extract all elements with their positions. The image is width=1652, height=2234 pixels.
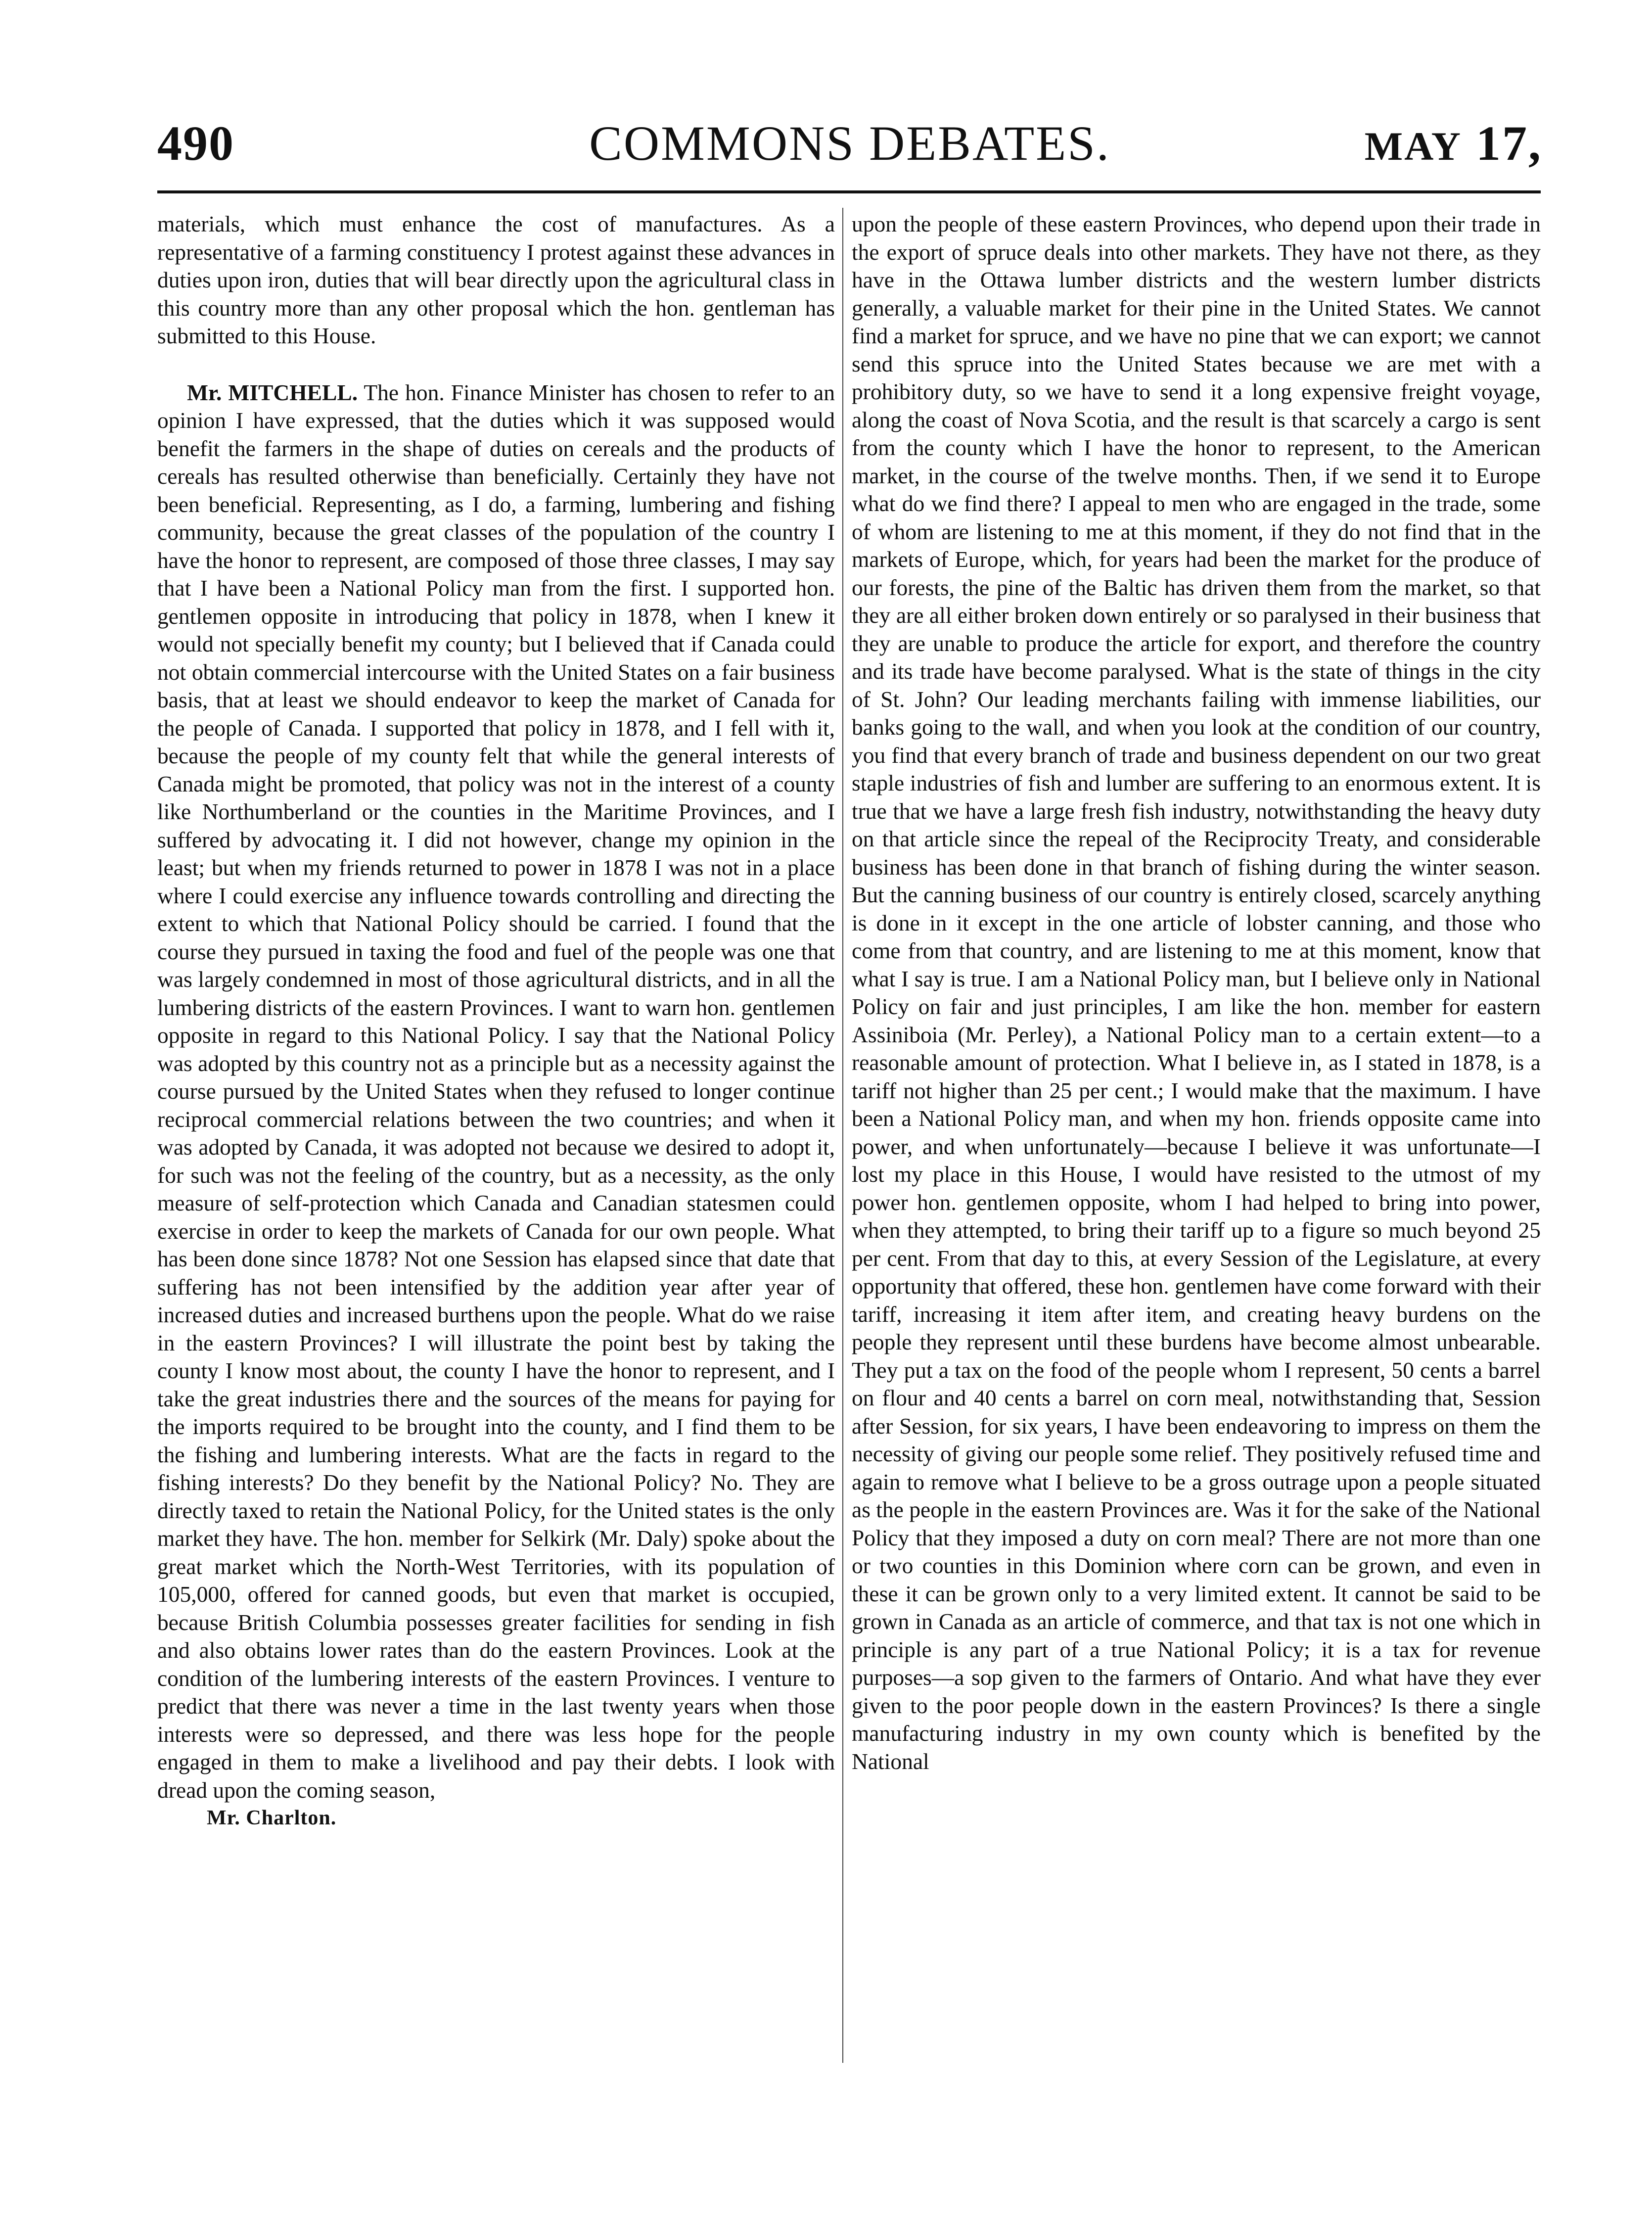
speech-text: The hon. Finance Minister has chosen to refer to an opinion I have expressed, that the duties which it was supposed would benefit the farmers in the shape of duties on cereals and the products of cereals has resulted otherwise than beneficially. Certainly they have not been beneficial. Representing, as I do, a farming, lumbering and fishing community, because the great classes of the population of the country I have the honor to represent, are composed of those three classes, I may say that I have been a National Policy man from the first. I supported hon. gentlemen opposite in introducing that policy in 1878, when I knew it would not specially benefit my county; but I believed that if Canada could not obtain commercial intercourse with the United States on a fair business basis, that at least we should endeavor to keep the market of Canada for the people of Canada. I supported that policy in 1878, and I fell with it, because the people of my county felt that while the general interests of Canada might be promoted, that policy was not in the interest of a county like Northumberland or the counties in the Maritime Provinces, and I suffered by advocating it. I did not however, change my opinion in the least; but when my friends returned to power in 1878 I was not in a place where I could exercise any influence towards controlling and directing the extent to which that National Policy should be carried. I found that the course they pursued in taxing the food and fuel of the people was one that was largely condemned in most of those agricultural districts, and in all the lumbering districts of the eastern Provinces. I want to warn hon. gentlemen opposite in regard to this National Policy. I say that the National Policy was adopted by this country not as a principle but as a necessity against the course pursued by the United States when they refused to longer continue reciprocal commercial relations between the two countries; and when it was adopted by Canada, it was adopted not because we desired to adopt it, for such was not the feeling of the country, but as a necessity, as the only measure of self-protection which Canada and Canadian statesmen could exercise in order to keep the markets of Canada for our own people. What has been done since 1878? Not one Session has elapsed since that date that suffering has not been intensified by the addition year after year of increased duties and increased burthens upon the people. What do we raise in the eastern Provinces? I will illustrate the point best by taking the county I know most about, the county I have the honor to represent, and I take the great industries there and the sources of the means for paying for the imports required to be brought into the county, and I find them to be the fishing and lumbering interests. What are the facts in regard to the fishing interests? Do they benefit by the National Policy? No. They are directly taxed to retain the National Policy, for the United states is the only market they have. The hon. member for Selkirk (Mr. Daly) spoke about the great market which the North-West Territories, with its population of 105,000, offered for canned goods, but even that market is occupied, because British Columbia possesses greater facilities for sending in fish and also obtains lower rates than do the eastern Provinces. Look at the condition of the lumbering interests of the eastern Provinces. I venture to predict that there was never a time in the last twenty years when those interests were so depressed, and there was less hope for the people engaged in them to make a livelihood and pay their debts. I look with dread upon the coming season,	[157, 379, 835, 1803]
publication-title: COMMONS DEBATES.	[589, 116, 1110, 171]
left-paragraph-2	[157, 379, 835, 1805]
left-paragraph-1: materials, which must enhance the cost of manufactures. As a representative of a farming constituency I protest against these advances in duties upon iron, duties that will bear directly upon the agricultural class in this country more than any other proposal which the hon. gentleman has submitted to this House.	[157, 211, 835, 348]
header-date	[1365, 115, 1542, 172]
header-date-day: 17,	[1476, 116, 1542, 171]
left-column	[157, 210, 835, 1832]
speaker-name: Mr. MITCHELL.	[187, 379, 358, 405]
header-date-month: MAY	[1364, 124, 1462, 169]
column-divider	[842, 208, 843, 2063]
right-column	[852, 210, 1541, 1775]
next-speaker-footer: Mr. Charlton.	[207, 1807, 337, 1829]
right-paragraph-1: upon the people of these eastern Provinces, who depend upon their trade in the export of spruce deals into other markets. They have not there, as they have in the Ottawa lumber districts and the western lumber districts generally, a valuable market for their pine in the United States. We cannot find a market for spruce, and we have no pine that we can export; we cannot send this spruce into the United States because we are met with a prohibitory duty, so we have to send it a long expensive freight voyage, along the coast of Nova Scotia, and the result is that scarcely a cargo is sent from the county which I have the honor to represent, to the American market, in the course of the twelve months. Then, if we send it to Europe what do we find there? I appeal to men who are engaged in the trade, some of whom are listening to me at this moment, if they do not find that in the markets of Europe, which, for years had been the market for the produce of our forests, the pine of the Baltic has driven them from the market, so that they are all either broken down entirely or so paralysed in their business that they are unable to produce the article for export, and therefore the country and its trade have become paralysed. What is the state of things in the city of St. John? Our leading merchants failing with immense liabilities, our banks going to the wall, and when you look at the condition of our country, you find that every branch of trade and business dependent on our two great staple industries of fish and lumber are suffering to an enormous extent. It is true that we have a large fresh fish industry, notwithstanding the heavy duty on that article since the repeal of the Reciprocity Treaty, and considerable business has been done in that branch of fishing during the winter season. But the canning business of our country is entirely closed, scarcely anything is done in it except in the one article of lobster canning, and those who come from that country, and are listening to me at this moment, know that what I say is true. I am a National Policy man, but I believe only in National Policy on fair and just principles, I am like the hon. member for eastern Assiniboia (Mr. Perley), a National Policy man to a certain extent—to a reasonable amount of protection. What I believe in, as I stated in 1878, is a tariff not higher than 25 per cent.; I would make that the maximum. I have been a National Policy man, and when my hon. friends opposite came into power, and when unfortunately—because I believe it was unfortunate—I lost my place in this House, I would have resisted to the utmost of my power hon. gentlemen opposite, whom I had helped to bring into power, when they attempted, to bring their tariff up to a figure so much beyond 25 per cent. From that day to this, at every Session of the Legislature, at every opportunity that offered, these hon. gentlemen have come forward with their tariff, increasing it item after item, and creating heavy burdens on the people they represent until these burdens have become almost unbearable. They put a tax on the food of the people whom I represent, 50 cents a barrel on flour and 40 cents a barrel on corn meal, notwithstanding that, Session after Session, for six years, I have been endeavoring to impress on them the necessity of giving our people some relief. They positively refused time and again to remove what I believe to be a gross outrage upon a people situated as the people in the eastern Provinces are. Was it for the sake of the National Policy that they imposed a duty on corn meal? There are not more than one or two counties in this Dominion where corn can be grown, and even in these it can be grown only to a very limited extent. It cannot be said to be grown in Canada as an article of commerce, and that tax is not one which in principle is any part of a true National Policy; it is a tax for revenue purposes—a sop given to the farmers of Ontario. And what have they ever given to the poor people down in the eastern Provinces? Is there a single manufacturing industry in my own county which is benefited by the National	[852, 211, 1541, 1774]
header-rule	[157, 190, 1541, 193]
page-header	[157, 115, 1542, 179]
page-number: 490	[157, 116, 234, 171]
